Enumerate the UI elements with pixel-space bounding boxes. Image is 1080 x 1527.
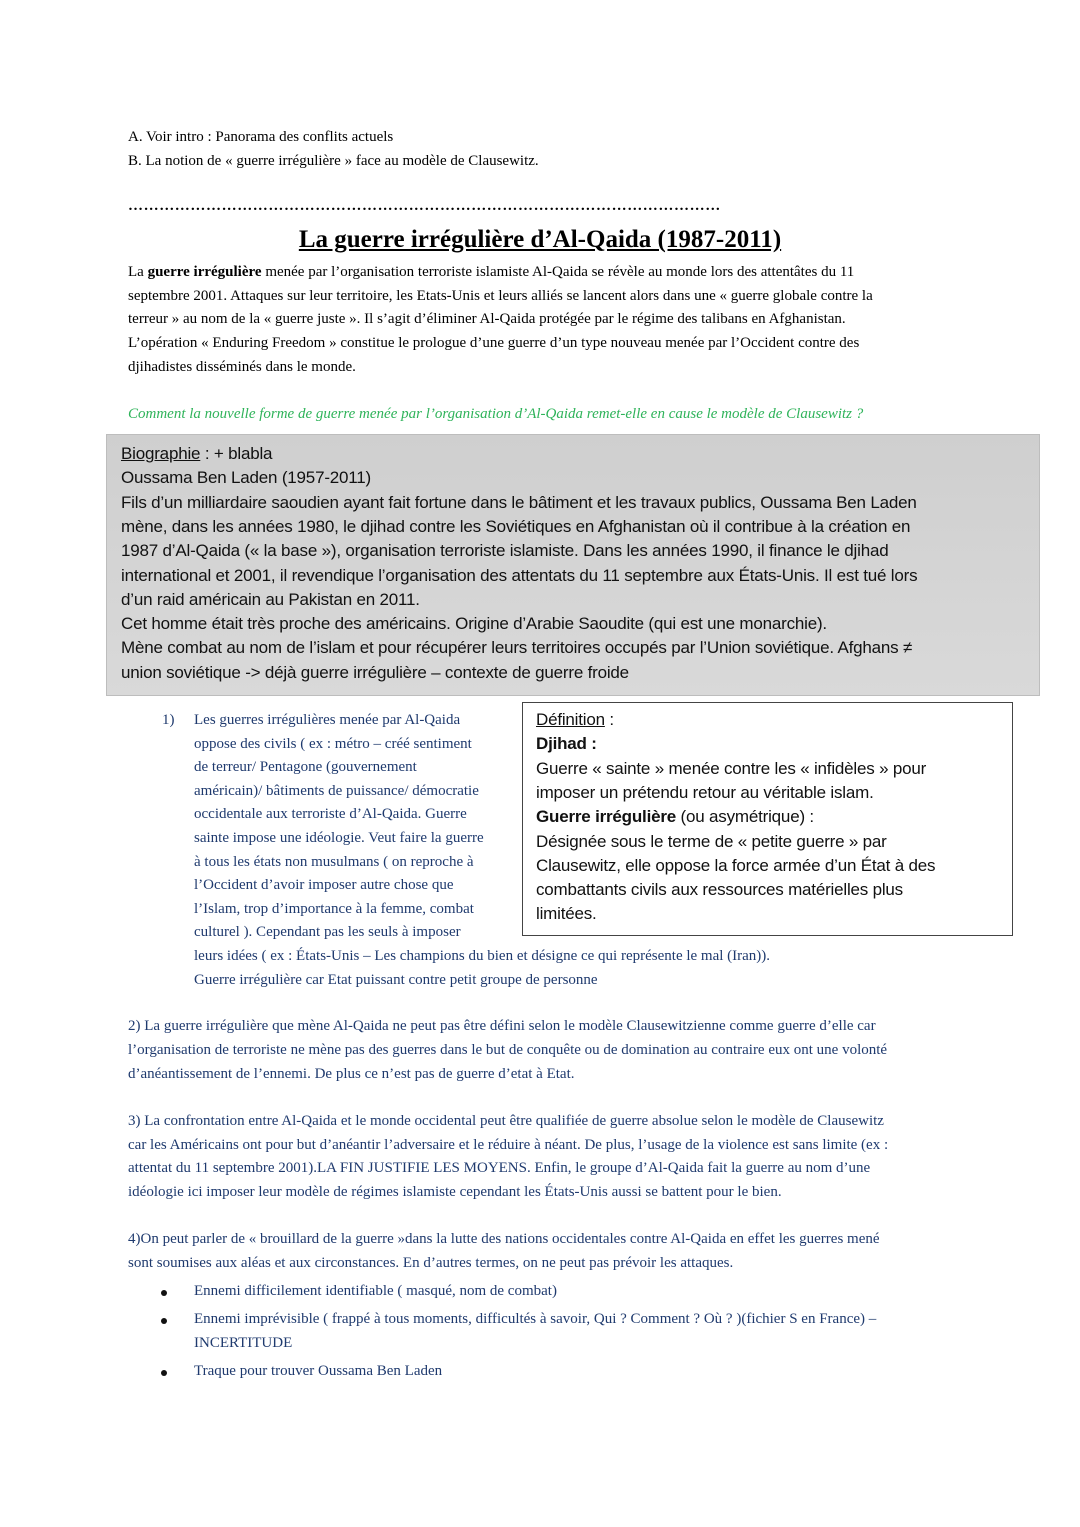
intro-paragraph-line: L’opération « Enduring Freedom » constitue le prologue d’une guerre d’un type nouveau menée par l’Occident contre des xyxy=(128,335,860,352)
definition-line: Désignée sous le terme de « petite guerre » par xyxy=(536,831,887,851)
section1-line: l’Occident d’avoir imposer autre chose que xyxy=(194,877,454,894)
section1-line: de terreur/ Pentagone (gouvernement xyxy=(194,759,417,776)
section1-line: Guerre irrégulière car Etat puissant contre petit groupe de personne xyxy=(194,971,598,988)
section4-line: sont soumises aux aléas et aux circonstances. En d’autres termes, on ne peut pas prévoir les attaques. xyxy=(128,1255,734,1271)
section1-line: oppose des civils ( ex : métro – créé sentiment xyxy=(194,735,472,752)
bold-text: guerre irrégulière xyxy=(147,264,262,280)
intro-paragraph-line: djihadistes disséminés dans le monde. xyxy=(128,358,356,375)
bullet-item: Ennemi difficilement identifiable ( masqué, nom de combat) xyxy=(194,1283,557,1299)
bold-text: Djihad : xyxy=(536,734,597,754)
underlined-text: Définition xyxy=(536,710,605,729)
section1-line: l’Islam, trop d’importance à la femme, combat xyxy=(194,900,474,917)
biography-line: 1987 d’Al-Qaida (« la base »), organisation terroriste islamiste. Dans les années 1990, il finance le djihad xyxy=(121,541,889,561)
text: La xyxy=(128,264,148,280)
bullet-icon xyxy=(161,1318,167,1324)
section3-line: idéologie ici imposer leur modèle de régimes islamiste cependant les États-Unis aussi se battent pour le bien. xyxy=(128,1184,782,1201)
intro-paragraph-line: terreur » au nom de la « guerre juste ». Il s’agit d’éliminer Al-Qaida protégée par le régime des talibans en Afghanistan. xyxy=(128,311,846,328)
section3-line: car les Américains ont pour but d’anéantir l’adversaire et le réduire à néant. De plus, l’usage de la violence est sans limite (ex : xyxy=(128,1136,889,1153)
bullet-item: INCERTITUDE xyxy=(194,1335,293,1351)
bullet-icon xyxy=(161,1290,167,1296)
definition-line: imposer un prétendu retour au véritable islam. xyxy=(536,782,874,802)
bullet-item: Ennemi imprévisible ( frappé à tous moments, difficultés à savoir, Qui ? Comment ? Où ? )(fichier S en France) – xyxy=(194,1311,877,1327)
underlined-text: Biographie xyxy=(121,444,201,463)
biography-line: union soviétique -> déjà guerre irrégulière – contexte de guerre froide xyxy=(121,662,629,682)
title-text: La guerre irrégulière d’Al-Qaida (1987-2011) xyxy=(298,226,782,253)
section1-line: Les guerres irrégulières menée par Al-Qaida xyxy=(194,712,461,728)
problem-question: Comment la nouvelle forme de guerre menée par l’organisation d’Al-Qaida remet-elle en cause le modèle de Clausewitz ? xyxy=(128,406,864,422)
biography-line: international et 2001, il revendique l’organisation des attentats du 11 septembre aux États-Unis. Il est tué lors xyxy=(121,565,918,585)
dotted-separator: …………………………………………………………………………………………………… xyxy=(128,198,721,214)
definition-line: limitées. xyxy=(536,904,597,924)
page-title xyxy=(0,226,1080,254)
section2-line: 2) La guerre irrégulière que mène Al-Qaida ne peut pas être défini selon le modèle Clausewitzienne comme guerre d’elle car xyxy=(128,1018,876,1034)
definition-line: Guerre « sainte » menée contre les « infidèles » pour xyxy=(536,758,927,778)
section2-line: l’organisation de terroriste ne mène pas des guerres dans le but de conquête ou de domination au contraire eux ont une volonté xyxy=(128,1042,888,1058)
section1-line: culturel ). Cependant pas les seuls à imposer xyxy=(194,924,461,941)
section1-line: leurs idées ( ex : États-Unis – Les champions du bien et désigne ce qui représente le mal (Iran)). xyxy=(194,948,771,964)
text: menée par l’organisation terroriste islamiste Al-Qaida se révèle au monde lors des attentâtes du 11 xyxy=(261,264,855,280)
section1-number: 1) xyxy=(162,712,175,728)
definition-line: Clausewitz, elle oppose la force armée d’un État à des xyxy=(536,855,936,875)
section1-line: occidentale aux terroriste d’Al-Qaida. Guerre xyxy=(194,806,467,823)
section3-line: attentat du 11 septembre 2001).LA FIN JUSTIFIE LES MOYENS. Enfin, le groupe d’Al-Qaida fait la guerre au nom d’une xyxy=(128,1160,871,1177)
text: : xyxy=(604,710,614,729)
bullet-icon xyxy=(161,1370,167,1376)
section4-line: 4)On peut parler de « brouillard de la guerre »dans la lutte des nations occidentales contre Al-Qaida en effet les guerres mené xyxy=(128,1231,880,1247)
section2-line: d’anéantissement de l’ennemi. De plus ce n’est pas de guerre d’etat à Etat. xyxy=(128,1066,575,1082)
intro-paragraph-line: septembre 2001. Attaques sur leur territoire, les Etats-Unis et leurs alliés se lancent alors dans une « guerre globale contre la xyxy=(128,287,873,304)
definition-line xyxy=(536,734,597,754)
definition-line: combattants civils aux ressources matérielles plus xyxy=(536,880,903,900)
bold-text: Guerre irrégulière xyxy=(536,807,677,827)
intro-paragraph-line xyxy=(128,264,854,281)
definition-line xyxy=(536,807,814,827)
section3-line: 3) La confrontation entre Al-Qaida et le monde occidental peut être qualifiée de guerre absolue selon le modèle de Clausewitz xyxy=(128,1113,884,1129)
biography-line: d’un raid américain au Pakistan en 2011. xyxy=(121,589,420,609)
text: (ou asymétrique) : xyxy=(676,807,814,827)
text: : + blabla xyxy=(200,444,273,463)
section1-line: américain)/ bâtiments de puissance/ démocratie xyxy=(194,782,479,799)
intro-line: A. Voir intro : Panorama des conflits actuels xyxy=(128,129,394,145)
biography-line: Cet homme était très proche des américains. Origine d’Arabie Saoudite (qui est une monarchie). xyxy=(121,614,827,634)
biography-line: mène, dans les années 1980, le djihad contre les Soviétiques en Afghanistan où il contribue à la création en xyxy=(121,516,911,536)
bullet-item: Traque pour trouver Oussama Ben Laden xyxy=(194,1363,443,1379)
biography-line: Oussama Ben Laden (1957-2011) xyxy=(121,468,371,488)
biography-line: Fils d’un milliardaire saoudien ayant fait fortune dans le bâtiment et les travaux publics, Oussama Ben Laden xyxy=(121,492,917,512)
section1-line: sainte impose une idéologie. Veut faire la guerre xyxy=(194,830,484,846)
section1-line: à tous les états non musulmans ( on reproche à xyxy=(194,853,474,870)
definition-line xyxy=(536,710,614,730)
biography-line xyxy=(121,444,272,464)
biography-line: Mène combat au nom de l’islam et pour récupérer leurs territoires occupés par l’Union soviétique. Afghans ≠ xyxy=(121,638,913,658)
intro-line: B. La notion de « guerre irrégulière » face au modèle de Clausewitz. xyxy=(128,153,539,169)
